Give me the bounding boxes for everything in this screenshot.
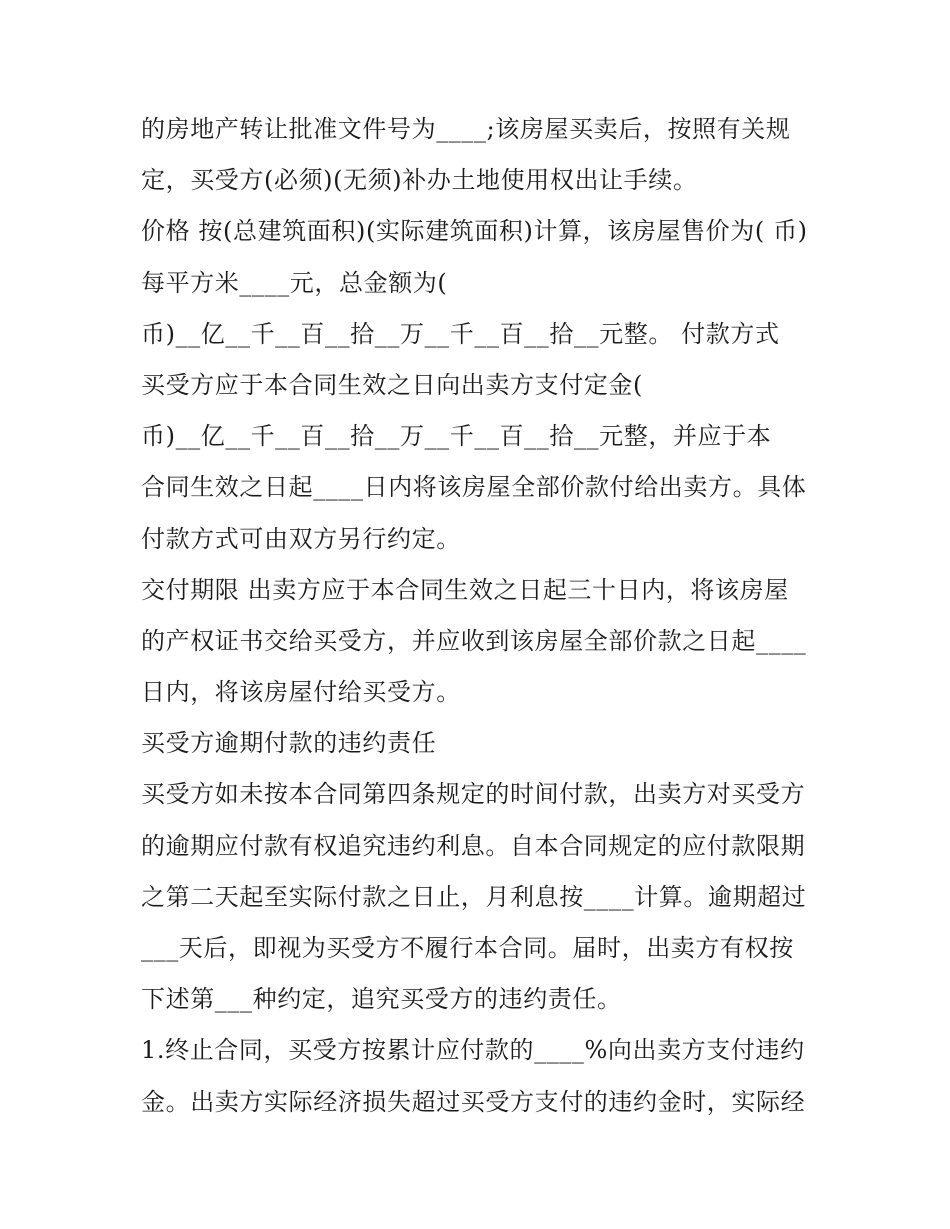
text-line: 买受方应于本合同生效之日向出卖方支付定金(	[141, 370, 643, 399]
text-line: ___天后，即视为买受方不履行本合同。届时，出卖方有权按	[141, 934, 794, 962]
section-heading: 买受方逾期付款的违约责任	[141, 729, 437, 758]
text-line: 每平方米____元，总金额为(	[141, 268, 448, 297]
text-line: 的产权证书交给买受方，并应收到该房屋全部价款之日起____	[141, 626, 807, 655]
text-line: 下述第___种约定，追究买受方的违约责任。	[141, 985, 622, 1014]
text-line: 日内，将该房屋付给买受方。	[141, 678, 461, 707]
text-line: 的逾期应付款有权追究违约利息。自本合同规定的应付款限期	[141, 831, 806, 860]
text-line: 付款方式可由双方另行约定。	[141, 524, 461, 553]
contract-text	[141, 104, 821, 1128]
text-line: 定，买受方(必须)(无须)补办土地使用权出让手续。	[141, 166, 698, 195]
text-line: 币)__亿__千__百__拾__万__千__百__拾__元整。 付款方式	[141, 319, 780, 348]
text-line: 的房地产转让批准文件号为____;该房屋买卖后，按照有关规	[141, 115, 791, 143]
text-line: 之第二天起至实际付款之日止，月利息按____计算。逾期超过	[141, 882, 807, 911]
text-line: 交付期限 出卖方应于本合同生效之日起三十日内，将该房屋	[141, 575, 789, 604]
text-line: 合同生效之日起____日内将该房屋全部价款付给出卖方。具体	[141, 473, 807, 502]
text-line: 金。出卖方实际经济损失超过买受方支付的违约金时，实际经	[141, 1087, 806, 1116]
text-line: 币)__亿__千__百__拾__万__千__百__拾__元整，并应于本	[141, 422, 772, 451]
text-line: 价格 按(总建筑面积)(实际建筑面积)计算，该房屋售价为( 币)	[141, 217, 808, 246]
numbered-item: 1.终止合同，买受方按累计应付款的____%向出卖方支付违约	[141, 1036, 805, 1065]
text-line: 买受方如未按本合同第四条规定的时间付款，出卖方对买受方	[141, 780, 806, 809]
